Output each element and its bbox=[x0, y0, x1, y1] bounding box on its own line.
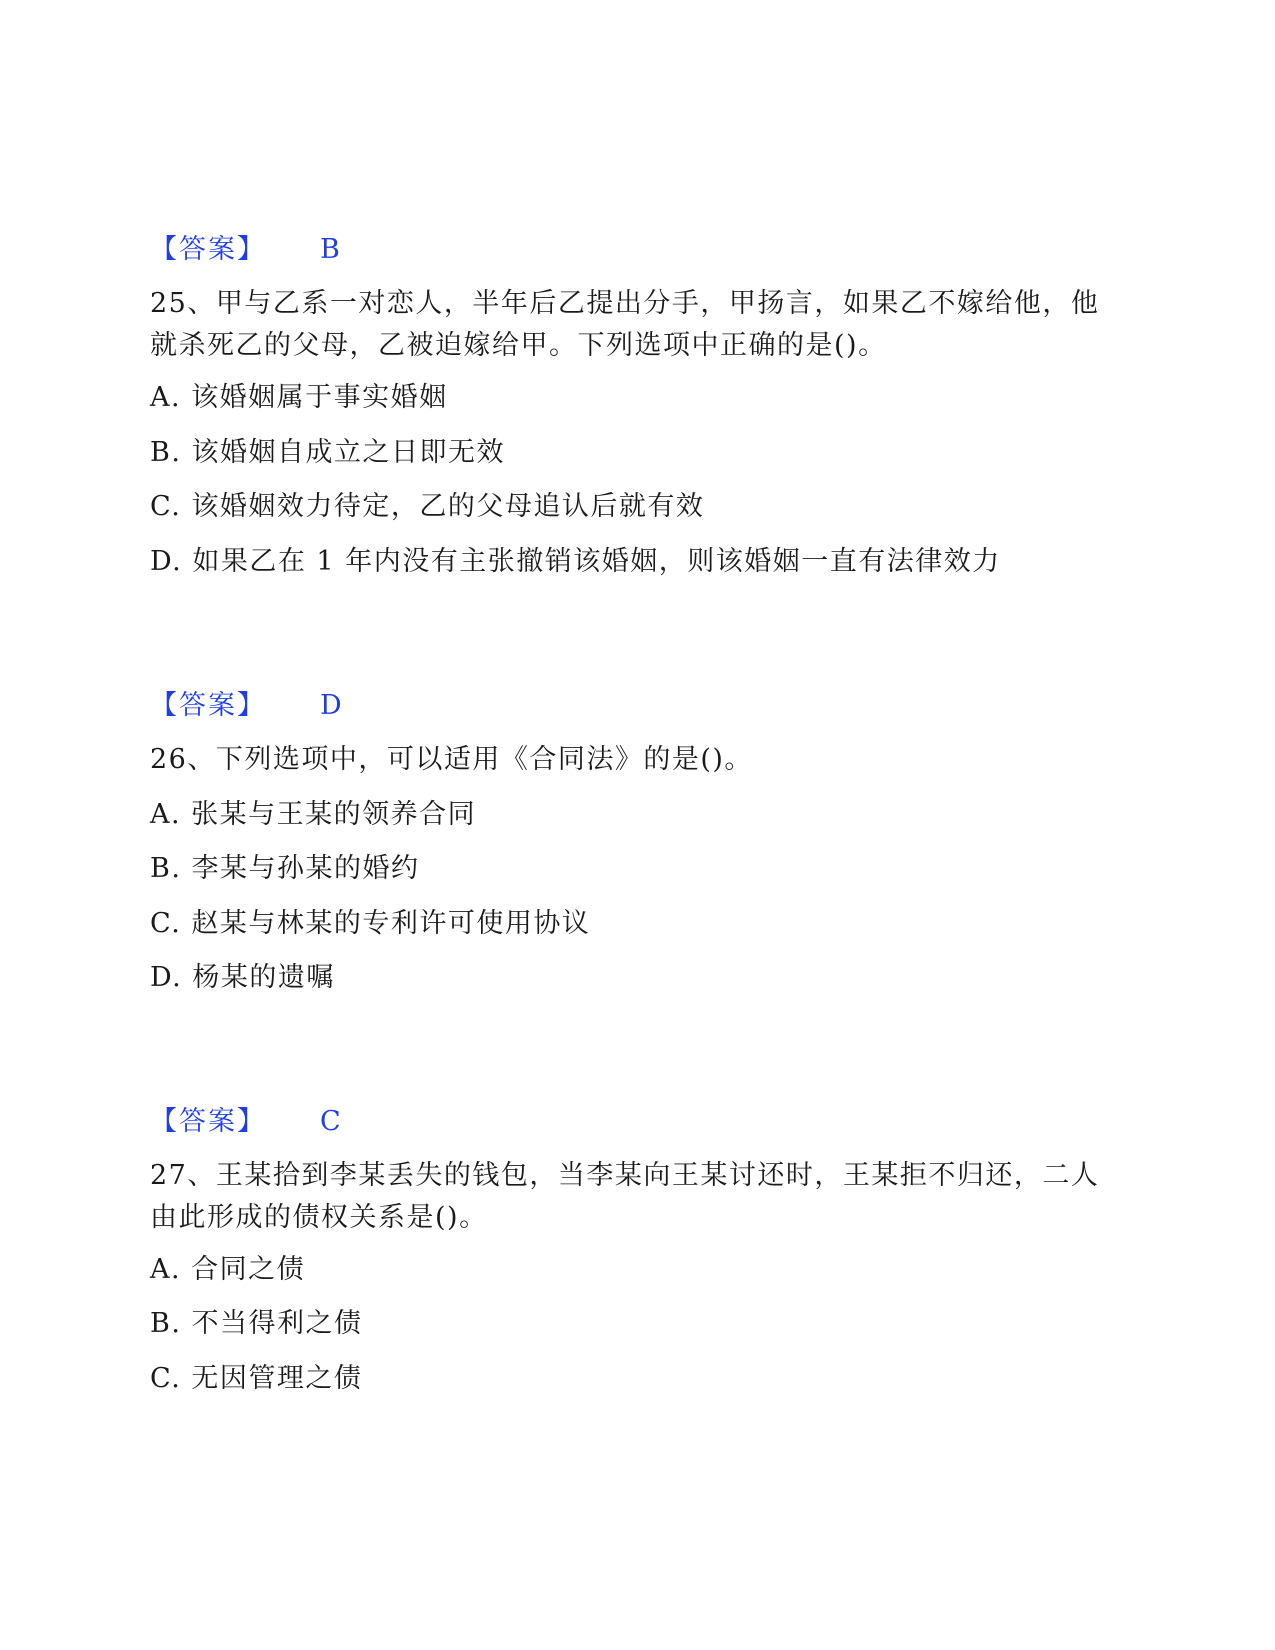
question-text: 26、下列选项中，可以适用《合同法》的是()。 bbox=[150, 744, 753, 775]
option-a: A. 合同之债 bbox=[150, 1254, 306, 1285]
answer-value: D bbox=[320, 690, 342, 721]
answer-line bbox=[150, 686, 342, 726]
option-d: D. 杨某的遗嘱 bbox=[150, 962, 335, 993]
answer-label: 【答案】 bbox=[150, 690, 266, 721]
question-text: 25、甲与乙系一对恋人，半年后乙提出分手，甲扬言，如果乙不嫁给他，他就杀死乙的父母，乙被迫嫁给甲。下列选项中正确的是()。 bbox=[150, 288, 1100, 361]
option-b: B. 不当得利之债 bbox=[150, 1308, 363, 1339]
answer-value: C bbox=[320, 1106, 341, 1137]
answer-label: 【答案】 bbox=[150, 1106, 266, 1137]
option-c: C. 赵某与林某的专利许可使用协议 bbox=[150, 908, 591, 939]
answer-line bbox=[150, 230, 340, 270]
question-text: 27、王某拾到李某丢失的钱包，当李某向王某讨还时，王某拒不归还，二人由此形成的债权关系是()。 bbox=[150, 1160, 1100, 1233]
option-a: A. 该婚姻属于事实婚姻 bbox=[150, 382, 448, 413]
option-b: B. 该婚姻自成立之日即无效 bbox=[150, 437, 506, 468]
option-c: C. 无因管理之债 bbox=[150, 1363, 363, 1394]
option-a: A. 张某与王某的领养合同 bbox=[150, 799, 477, 830]
option-c: C. 该婚姻效力待定，乙的父母追认后就有效 bbox=[150, 491, 705, 522]
answer-value: B bbox=[320, 234, 340, 265]
option-d: D. 如果乙在 1 年内没有主张撤销该婚姻，则该婚姻一直有法律效力 bbox=[150, 546, 1001, 577]
option-b: B. 李某与孙某的婚约 bbox=[150, 853, 420, 884]
answer-label: 【答案】 bbox=[150, 234, 266, 265]
answer-line bbox=[150, 1102, 341, 1142]
